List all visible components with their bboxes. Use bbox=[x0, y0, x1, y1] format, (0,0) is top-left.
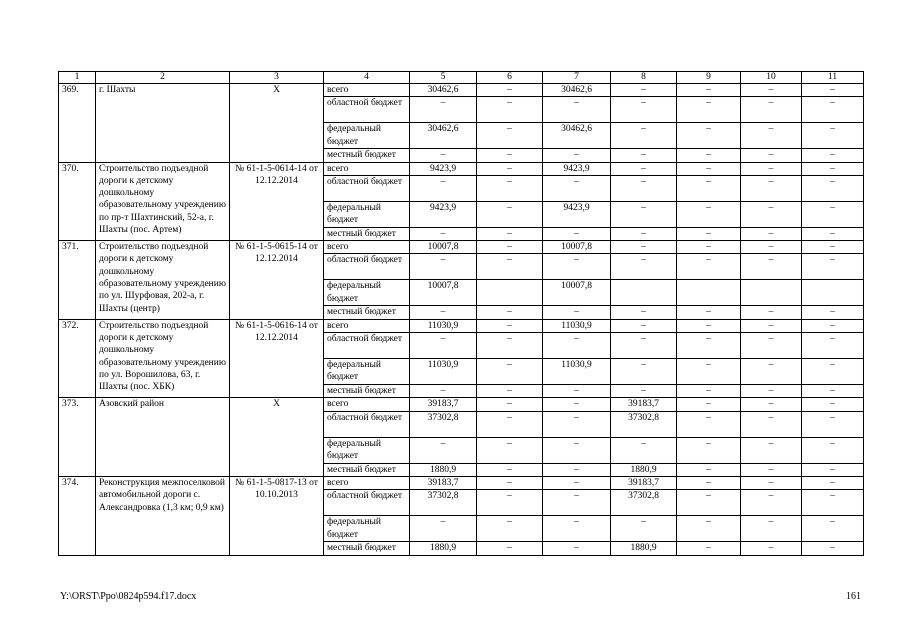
amount-cell: – bbox=[741, 359, 802, 385]
amount-cell: – bbox=[543, 385, 611, 398]
column-number-1: 1 bbox=[59, 72, 96, 84]
amount-cell: – bbox=[477, 437, 543, 463]
object-name: г. Шахты bbox=[96, 84, 230, 163]
amount-cell: – bbox=[677, 84, 741, 97]
amount-cell: – bbox=[611, 319, 677, 332]
funding-source: всего bbox=[324, 319, 410, 332]
table-row bbox=[59, 476, 864, 489]
amount-cell: – bbox=[611, 201, 677, 227]
amount-cell: – bbox=[802, 241, 864, 254]
amount-cell: 37302,8 bbox=[410, 411, 477, 437]
amount-cell: 9423,9 bbox=[410, 201, 477, 227]
amount-cell: – bbox=[677, 359, 741, 385]
amount-cell: – bbox=[611, 123, 677, 149]
amount-cell: 11030,9 bbox=[543, 359, 611, 385]
amount-cell: – bbox=[677, 385, 741, 398]
amount-cell: – bbox=[477, 490, 543, 516]
entry-number: 369. bbox=[59, 84, 96, 163]
amount-cell: – bbox=[477, 201, 543, 227]
amount-cell: 10007,8 bbox=[543, 241, 611, 254]
amount-cell: – bbox=[611, 333, 677, 359]
funding-source: областной бюджет bbox=[324, 490, 410, 516]
amount-cell: – bbox=[543, 227, 611, 240]
amount-cell: – bbox=[477, 463, 543, 476]
amount-cell: – bbox=[611, 227, 677, 240]
page-number: 161 bbox=[846, 591, 861, 602]
table-row bbox=[59, 84, 864, 97]
amount-cell: – bbox=[477, 359, 543, 385]
amount-cell: – bbox=[611, 254, 677, 280]
amount-cell: – bbox=[741, 516, 802, 542]
amount-cell bbox=[802, 280, 864, 306]
amount-cell: – bbox=[410, 149, 477, 162]
amount-cell: 9423,9 bbox=[543, 162, 611, 175]
amount-cell: – bbox=[741, 437, 802, 463]
amount-cell: – bbox=[477, 241, 543, 254]
amount-cell: – bbox=[802, 476, 864, 489]
amount-cell: 37302,8 bbox=[410, 490, 477, 516]
amount-cell: – bbox=[741, 319, 802, 332]
amount-cell: – bbox=[477, 227, 543, 240]
table-row bbox=[59, 398, 864, 411]
amount-cell: – bbox=[410, 437, 477, 463]
amount-cell: – bbox=[543, 254, 611, 280]
funding-source: областной бюджет bbox=[324, 333, 410, 359]
amount-cell: – bbox=[611, 385, 677, 398]
amount-cell: – bbox=[677, 241, 741, 254]
header-row bbox=[59, 72, 864, 84]
amount-cell: – bbox=[611, 97, 677, 123]
funding-source: всего bbox=[324, 476, 410, 489]
amount-cell: – bbox=[477, 411, 543, 437]
funding-source: федеральный бюджет bbox=[324, 437, 410, 463]
amount-cell: 1880,9 bbox=[611, 542, 677, 555]
document-number: № 61-1-5-0817-13 от 10.10.2013 bbox=[230, 476, 324, 555]
column-number-7: 7 bbox=[543, 72, 611, 84]
entry-number: 372. bbox=[59, 319, 96, 398]
amount-cell: – bbox=[677, 175, 741, 201]
amount-cell: – bbox=[477, 306, 543, 319]
amount-cell: – bbox=[477, 516, 543, 542]
amount-cell: – bbox=[477, 333, 543, 359]
amount-cell: – bbox=[410, 227, 477, 240]
funding-source: всего bbox=[324, 398, 410, 411]
amount-cell: – bbox=[410, 333, 477, 359]
table-row bbox=[59, 241, 864, 254]
entry-number: 370. bbox=[59, 162, 96, 241]
column-number-8: 8 bbox=[611, 72, 677, 84]
amount-cell: – bbox=[410, 175, 477, 201]
column-number-5: 5 bbox=[410, 72, 477, 84]
amount-cell: – bbox=[543, 542, 611, 555]
amount-cell bbox=[611, 280, 677, 306]
amount-cell: – bbox=[611, 359, 677, 385]
amount-cell: – bbox=[410, 306, 477, 319]
column-number-3: 3 bbox=[230, 72, 324, 84]
column-number-11: 11 bbox=[802, 72, 864, 84]
amount-cell: – bbox=[741, 162, 802, 175]
amount-cell: – bbox=[543, 175, 611, 201]
funding-source: областной бюджет bbox=[324, 411, 410, 437]
amount-cell: – bbox=[477, 149, 543, 162]
amount-cell: – bbox=[477, 476, 543, 489]
amount-cell: – bbox=[741, 463, 802, 476]
amount-cell: – bbox=[543, 333, 611, 359]
funding-source: федеральный бюджет bbox=[324, 359, 410, 385]
amount-cell: 10007,8 bbox=[543, 280, 611, 306]
amount-cell: – bbox=[477, 398, 543, 411]
amount-cell: – bbox=[741, 398, 802, 411]
budget-table bbox=[58, 71, 864, 556]
amount-cell: – bbox=[802, 84, 864, 97]
funding-source: федеральный бюджет bbox=[324, 123, 410, 149]
funding-source: федеральный бюджет bbox=[324, 201, 410, 227]
object-name: Реконструкция межпоселковой автомобильной дороги с. Александровка (1,3 км; 0,9 км) bbox=[96, 476, 230, 555]
column-number-6: 6 bbox=[477, 72, 543, 84]
amount-cell: – bbox=[741, 227, 802, 240]
funding-source: областной бюджет bbox=[324, 97, 410, 123]
column-number-9: 9 bbox=[677, 72, 741, 84]
amount-cell: – bbox=[677, 333, 741, 359]
amount-cell: – bbox=[611, 241, 677, 254]
amount-cell: – bbox=[543, 463, 611, 476]
column-number-10: 10 bbox=[741, 72, 802, 84]
entry-number: 374. bbox=[59, 476, 96, 555]
amount-cell: – bbox=[741, 306, 802, 319]
document-number: № 61-1-5-0615-14 от 12.12.2014 bbox=[230, 241, 324, 320]
amount-cell: – bbox=[741, 241, 802, 254]
amount-cell: – bbox=[477, 175, 543, 201]
amount-cell: – bbox=[611, 306, 677, 319]
amount-cell: – bbox=[677, 254, 741, 280]
amount-cell bbox=[677, 280, 741, 306]
amount-cell: – bbox=[802, 175, 864, 201]
amount-cell: – bbox=[741, 411, 802, 437]
amount-cell: 11030,9 bbox=[410, 319, 477, 332]
amount-cell: – bbox=[741, 490, 802, 516]
amount-cell: – bbox=[677, 437, 741, 463]
file-path: Y:\ORST\Ppo\0824p594.f17.docx bbox=[60, 591, 197, 602]
amount-cell: – bbox=[802, 319, 864, 332]
amount-cell: – bbox=[611, 162, 677, 175]
document-number: Х bbox=[230, 398, 324, 477]
object-name: Строительство подъездной дороги к детскому дошкольному образовательному учреждению по ул. Ворошилова, 63, г. Шахты (пос. ХБК) bbox=[96, 319, 230, 398]
amount-cell: 9423,9 bbox=[543, 201, 611, 227]
amount-cell: – bbox=[543, 490, 611, 516]
amount-cell: – bbox=[802, 411, 864, 437]
amount-cell: – bbox=[802, 254, 864, 280]
amount-cell: – bbox=[477, 84, 543, 97]
amount-cell: 30462,6 bbox=[543, 84, 611, 97]
amount-cell: – bbox=[410, 254, 477, 280]
amount-cell: – bbox=[741, 542, 802, 555]
amount-cell: 10007,8 bbox=[410, 280, 477, 306]
amount-cell: – bbox=[741, 149, 802, 162]
amount-cell: – bbox=[802, 149, 864, 162]
amount-cell: – bbox=[741, 333, 802, 359]
amount-cell: – bbox=[677, 227, 741, 240]
object-name: Строительство подъездной дороги к детскому дошкольному образовательному учреждению по пр-т Шахтинский, 52-а, г. Шахты (пос. Артем) bbox=[96, 162, 230, 241]
amount-cell: – bbox=[741, 385, 802, 398]
amount-cell: – bbox=[410, 516, 477, 542]
amount-cell: 30462,6 bbox=[410, 123, 477, 149]
amount-cell: – bbox=[802, 201, 864, 227]
funding-source: всего bbox=[324, 162, 410, 175]
funding-source: областной бюджет bbox=[324, 254, 410, 280]
amount-cell: – bbox=[741, 97, 802, 123]
amount-cell: – bbox=[741, 201, 802, 227]
funding-source: всего bbox=[324, 241, 410, 254]
amount-cell: 39183,7 bbox=[611, 476, 677, 489]
amount-cell: – bbox=[543, 97, 611, 123]
amount-cell: – bbox=[543, 411, 611, 437]
amount-cell: – bbox=[802, 97, 864, 123]
amount-cell: – bbox=[543, 398, 611, 411]
amount-cell: – bbox=[477, 319, 543, 332]
amount-cell: 39183,7 bbox=[410, 398, 477, 411]
amount-cell: – bbox=[802, 123, 864, 149]
object-name: Строительство подъездной дороги к детскому дошкольному образовательному учреждению по ул. Шурфовая, 202-а, г. Шахты (центр) bbox=[96, 241, 230, 320]
amount-cell: – bbox=[611, 149, 677, 162]
amount-cell: – bbox=[543, 306, 611, 319]
funding-source: местный бюджет bbox=[324, 306, 410, 319]
funding-source: местный бюджет bbox=[324, 149, 410, 162]
amount-cell: – bbox=[677, 162, 741, 175]
amount-cell: 11030,9 bbox=[543, 319, 611, 332]
amount-cell: 11030,9 bbox=[410, 359, 477, 385]
funding-source: местный бюджет bbox=[324, 385, 410, 398]
column-number-2: 2 bbox=[96, 72, 230, 84]
funding-source: местный бюджет bbox=[324, 227, 410, 240]
amount-cell: – bbox=[611, 516, 677, 542]
amount-cell: 10007,8 bbox=[410, 241, 477, 254]
amount-cell: – bbox=[677, 490, 741, 516]
amount-cell: – bbox=[802, 162, 864, 175]
funding-source: местный бюджет bbox=[324, 542, 410, 555]
amount-cell: – bbox=[741, 175, 802, 201]
amount-cell: – bbox=[741, 84, 802, 97]
amount-cell: – bbox=[677, 319, 741, 332]
funding-source: местный бюджет bbox=[324, 463, 410, 476]
amount-cell: – bbox=[543, 516, 611, 542]
amount-cell: – bbox=[677, 123, 741, 149]
amount-cell: – bbox=[543, 437, 611, 463]
amount-cell: – bbox=[477, 123, 543, 149]
amount-cell: – bbox=[741, 254, 802, 280]
amount-cell: – bbox=[741, 476, 802, 489]
amount-cell: – bbox=[677, 201, 741, 227]
amount-cell: – bbox=[741, 123, 802, 149]
funding-source: федеральный бюджет bbox=[324, 280, 410, 306]
amount-cell: – bbox=[543, 149, 611, 162]
document-number: № 61-1-5-0614-14 от 12.12.2014 bbox=[230, 162, 324, 241]
amount-cell: – bbox=[477, 162, 543, 175]
amount-cell: – bbox=[611, 175, 677, 201]
table-row bbox=[59, 162, 864, 175]
amount-cell: – bbox=[802, 359, 864, 385]
amount-cell: – bbox=[677, 411, 741, 437]
amount-cell: 1880,9 bbox=[611, 463, 677, 476]
amount-cell: – bbox=[677, 97, 741, 123]
amount-cell: – bbox=[611, 437, 677, 463]
amount-cell: – bbox=[677, 463, 741, 476]
entry-number: 373. bbox=[59, 398, 96, 477]
funding-source: всего bbox=[324, 84, 410, 97]
amount-cell: – bbox=[802, 490, 864, 516]
object-name: Азовский район bbox=[96, 398, 230, 477]
amount-cell: 1880,9 bbox=[410, 542, 477, 555]
amount-cell: – bbox=[410, 385, 477, 398]
amount-cell: – bbox=[677, 516, 741, 542]
document-number: № 61-1-5-0616-14 от 12.12.2014 bbox=[230, 319, 324, 398]
amount-cell: 39183,7 bbox=[611, 398, 677, 411]
funding-source: областной бюджет bbox=[324, 175, 410, 201]
amount-cell: – bbox=[477, 385, 543, 398]
amount-cell: – bbox=[802, 516, 864, 542]
column-number-4: 4 bbox=[324, 72, 410, 84]
amount-cell: 30462,6 bbox=[410, 84, 477, 97]
amount-cell: – bbox=[677, 306, 741, 319]
amount-cell: 9423,9 bbox=[410, 162, 477, 175]
amount-cell: – bbox=[802, 306, 864, 319]
amount-cell: – bbox=[677, 398, 741, 411]
amount-cell: – bbox=[543, 476, 611, 489]
amount-cell: – bbox=[677, 149, 741, 162]
entry-number: 371. bbox=[59, 241, 96, 320]
amount-cell: – bbox=[677, 476, 741, 489]
amount-cell: – bbox=[611, 84, 677, 97]
amount-cell bbox=[477, 280, 543, 306]
amount-cell: – bbox=[410, 97, 477, 123]
amount-cell bbox=[741, 280, 802, 306]
amount-cell: – bbox=[802, 385, 864, 398]
document-number: Х bbox=[230, 84, 324, 163]
table-row bbox=[59, 319, 864, 332]
amount-cell: – bbox=[477, 542, 543, 555]
amount-cell: 37302,8 bbox=[611, 490, 677, 516]
amount-cell: – bbox=[677, 542, 741, 555]
amount-cell: – bbox=[802, 463, 864, 476]
amount-cell: 1880,9 bbox=[410, 463, 477, 476]
amount-cell: 37302,8 bbox=[611, 411, 677, 437]
amount-cell: – bbox=[802, 542, 864, 555]
amount-cell: – bbox=[477, 254, 543, 280]
amount-cell: 39183,7 bbox=[410, 476, 477, 489]
amount-cell: 30462,6 bbox=[543, 123, 611, 149]
amount-cell: – bbox=[802, 437, 864, 463]
amount-cell: – bbox=[477, 97, 543, 123]
amount-cell: – bbox=[802, 333, 864, 359]
amount-cell: – bbox=[802, 227, 864, 240]
amount-cell: – bbox=[802, 398, 864, 411]
funding-source: федеральный бюджет bbox=[324, 516, 410, 542]
